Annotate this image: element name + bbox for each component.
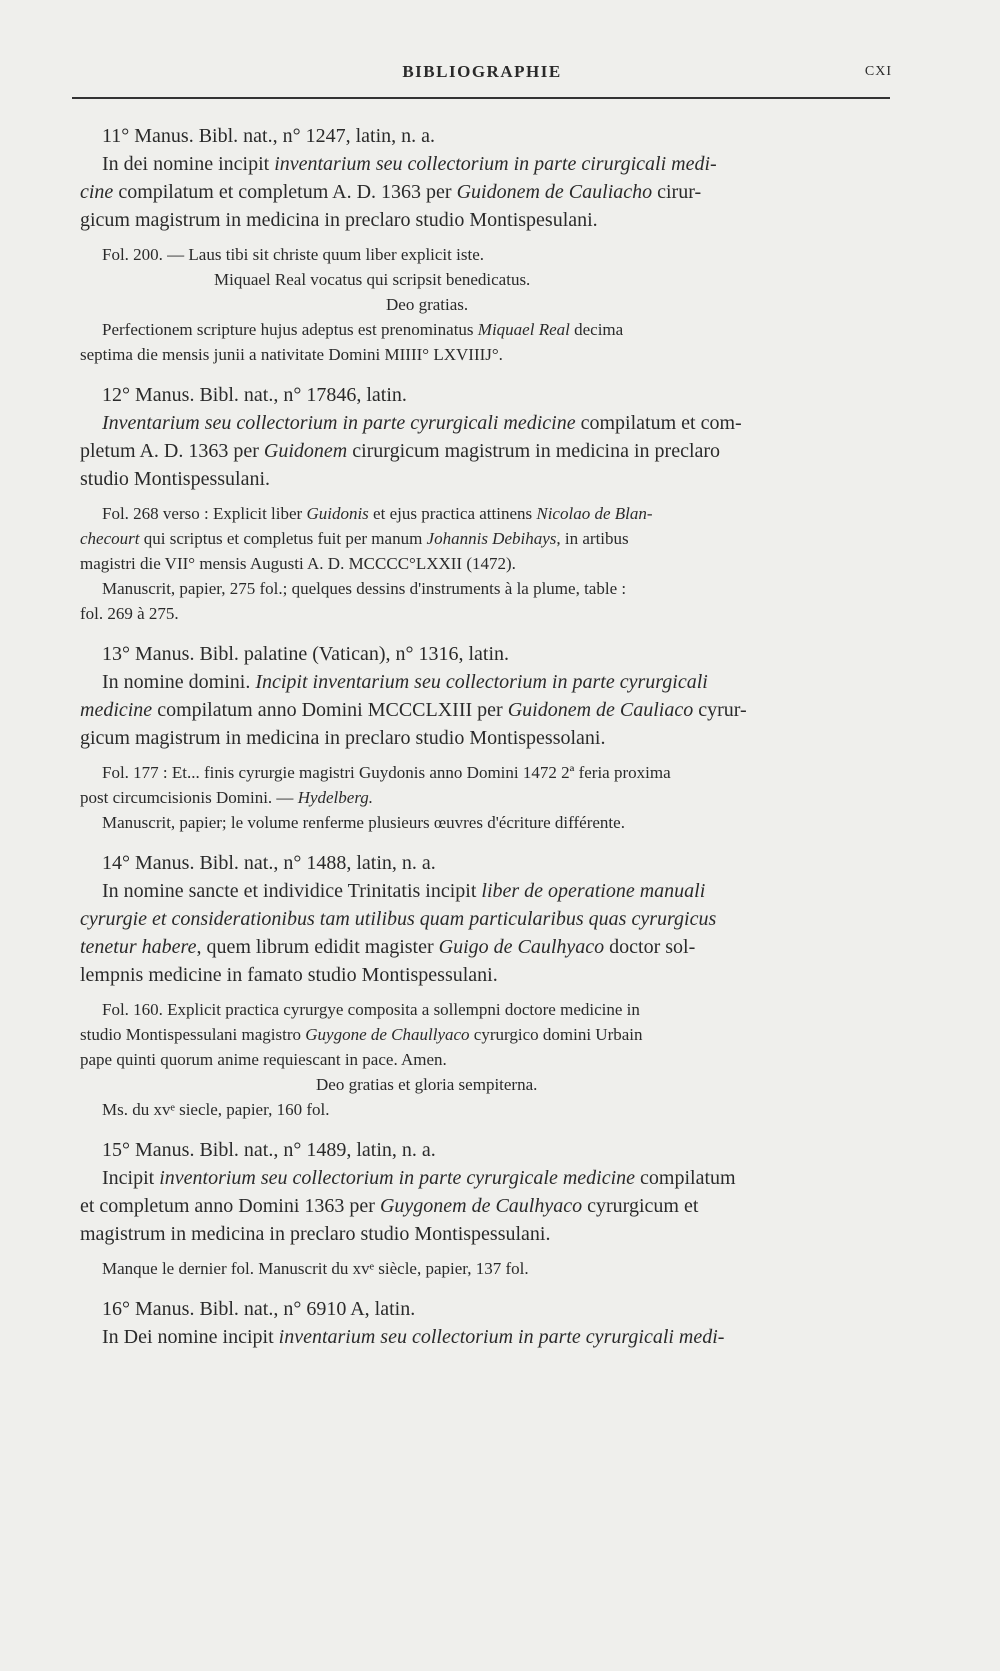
entry-note-line: Fol. 200. — Laus tibi sit christe quum liber explicit iste. [102, 245, 484, 264]
entry-text-line: lempnis medicine in famato studio Montispessulani. [80, 964, 498, 986]
page-header [72, 62, 892, 86]
bibliography-entry-14 [80, 849, 900, 1122]
entry-note-line: magistri die VII° mensis Augusti A. D. MCCCC°LXXII (1472). [80, 554, 516, 573]
entry-note-line: Manuscrit, papier, 275 fol.; quelques dessins d'instruments à la plume, table : [102, 579, 627, 598]
running-title: BIBLIOGRAPHIE [402, 62, 562, 81]
bibliography-list [80, 122, 900, 1351]
entry-note-line: Fol. 268 verso : Explicit liber Guidonis et ejus practica attinens Nicolao de Blan- [102, 504, 653, 523]
entry-text-line: In nomine domini. Incipit inventarium seu collectorium in parte cyrurgicali [102, 671, 708, 693]
header-rule [72, 97, 890, 99]
entry-note-line: Deo gratias et gloria sempiterna. [316, 1075, 538, 1094]
bibliography-entry-12 [80, 381, 900, 626]
entry-note-line: Miquael Real vocatus qui scripsit benedicatus. [214, 270, 531, 289]
entry-note-line: checourt qui scriptus et completus fuit per manum Johannis Debihays, in artibus [80, 529, 629, 548]
entry-text-line: Incipit inventorium seu collectorium in parte cyrurgicale medicine compilatum [102, 1167, 736, 1189]
entry-note-line: Manque le dernier fol. Manuscrit du xvᵉ siècle, papier, 137 fol. [102, 1259, 529, 1278]
entry-note-line: Perfectionem scripture hujus adeptus est prenominatus Miquael Real decima [102, 320, 624, 339]
entry-note-line: Deo gratias. [386, 295, 469, 314]
entry-text-line: gicum magistrum in medicina in preclaro studio Montispessolani. [80, 727, 606, 749]
entry-heading: 15° Manus. Bibl. nat., n° 1489, latin, n. a. [102, 1139, 436, 1161]
entry-text-line: magistrum in medicina in preclaro studio Montispessulani. [80, 1223, 551, 1245]
entry-note-line: studio Montispessulani magistro Guygone de Chaullyaco cyrurgico domini Urbain [80, 1025, 643, 1044]
entry-heading: 11° Manus. Bibl. nat., n° 1247, latin, n. a. [102, 125, 436, 147]
entry-note-line: Fol. 177 : Et... finis cyrurgie magistri Guydonis anno Domini 1472 2ª feria proxima [102, 763, 671, 782]
entry-note-line: post circumcisionis Domini. — Hydelberg. [80, 788, 374, 807]
bibliography-entry-11 [80, 122, 900, 367]
entry-note-line: Manuscrit, papier; le volume renferme plusieurs œuvres d'écriture différente. [102, 813, 625, 832]
entry-heading: 12° Manus. Bibl. nat., n° 17846, latin. [102, 384, 407, 406]
entry-heading: 13° Manus. Bibl. palatine (Vatican), n° 1316, latin. [102, 643, 510, 665]
entry-heading: 16° Manus. Bibl. nat., n° 6910 A, latin. [102, 1298, 416, 1320]
page-number: CXI [864, 64, 892, 79]
entry-text-line: In dei nomine incipit inventarium seu collectorium in parte cirurgicali medi- [102, 153, 717, 175]
bibliography-entry-13 [80, 640, 900, 835]
entry-note-line: fol. 269 à 275. [80, 604, 179, 623]
entry-note-line: Ms. du xvᵉ siecle, papier, 160 fol. [102, 1100, 330, 1119]
entry-text-line: pletum A. D. 1363 per Guidonem cirurgicum magistrum in medicina in preclaro [80, 440, 721, 462]
entry-text-line: In nomine sancte et individice Trinitatis incipit liber de operatione manuali [102, 880, 706, 902]
entry-text-line: cine compilatum et completum A. D. 1363 per Guidonem de Cauliacho cirur- [80, 181, 702, 203]
entry-text-line: Inventarium seu collectorium in parte cyrurgicali medicine compilatum et com- [102, 412, 742, 434]
entry-note-line: septima die mensis junii a nativitate Domini MIIII° LXVIIIJ°. [80, 345, 503, 364]
bibliography-entry-16 [80, 1295, 900, 1351]
entry-text-line: cyrurgie et considerationibus tam utilibus quam particularibus quas cyrurgicus [80, 908, 717, 930]
entry-text-line: tenetur habere, quem librum edidit magister Guigo de Caulhyaco doctor sol- [80, 936, 696, 958]
entry-text-line: et completum anno Domini 1363 per Guygonem de Caulhyaco cyrurgicum et [80, 1195, 699, 1217]
entry-text-line: In Dei nomine incipit inventarium seu collectorium in parte cyrurgicali medi- [102, 1326, 725, 1348]
entry-text-line: studio Montispessulani. [80, 468, 271, 490]
entry-note-line: Fol. 160. Explicit practica cyrurgye composita a sollempni doctore medicine in [102, 1000, 640, 1019]
entry-note-line: pape quinti quorum anime requiescant in pace. Amen. [80, 1050, 447, 1069]
bibliography-entry-15 [80, 1136, 900, 1281]
entry-text-line: gicum magistrum in medicina in preclaro studio Montispesulani. [80, 209, 598, 231]
entry-heading: 14° Manus. Bibl. nat., n° 1488, latin, n. a. [102, 852, 436, 874]
entry-text-line: medicine compilatum anno Domini MCCCLXIII per Guidonem de Cauliaco cyrur- [80, 699, 747, 721]
